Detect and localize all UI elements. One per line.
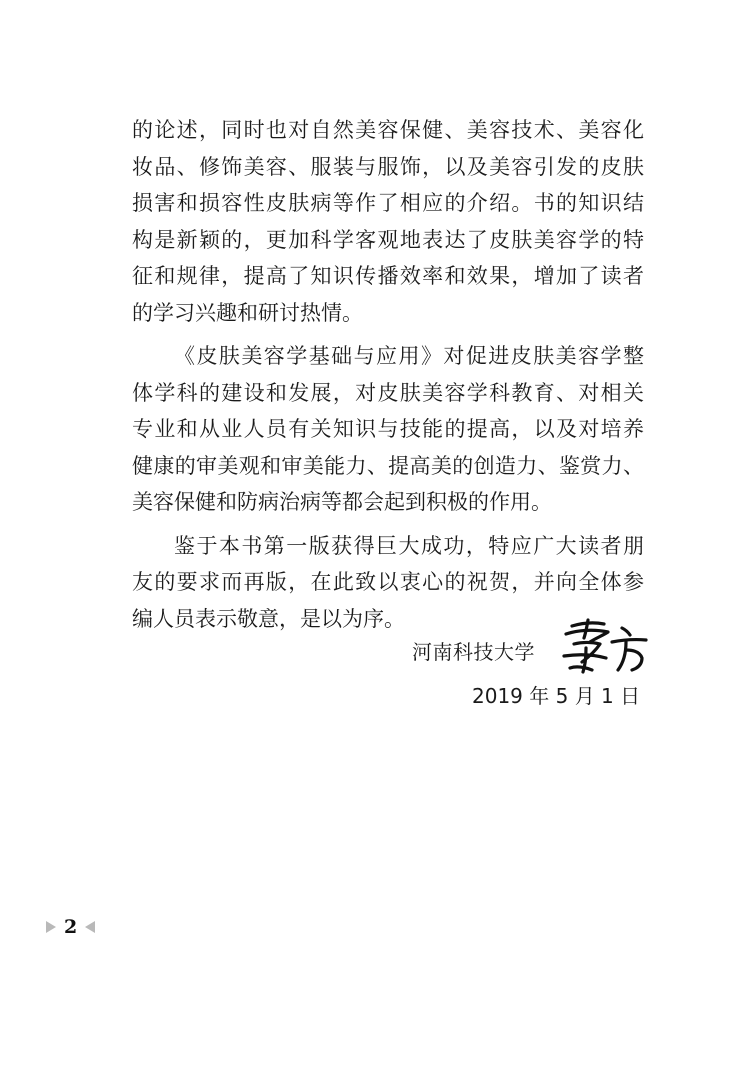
signature-date: 2019 年 5 月 1 日 xyxy=(472,684,641,708)
page-footer xyxy=(46,915,95,939)
text-line: 构是新颖的，更加科学客观地表达了皮肤美容学的特 xyxy=(132,227,644,252)
text-line: 鉴于本书第一版获得巨大成功，特应广大读者朋 xyxy=(174,533,644,558)
right-arrow-icon xyxy=(46,921,56,933)
paragraph-2 xyxy=(132,338,644,521)
handwritten-signature xyxy=(560,618,650,674)
text-line: 友的要求而再版，在此致以衷心的祝贺，并向全体参 xyxy=(132,570,644,594)
left-arrow-icon xyxy=(85,921,95,933)
text-line: 《皮肤美容学基础与应用》对促进皮肤美容学整 xyxy=(174,344,644,368)
text-line: 妆品、修饰美容、服装与服饰，以及美容引发的皮肤 xyxy=(132,154,644,179)
text-line: 专业和从业人员有关知识与技能的提高，以及对培养 xyxy=(132,417,644,441)
paragraph-1 xyxy=(132,112,644,331)
signature-block xyxy=(412,618,652,728)
text-line: 损害和损容性皮肤病等作了相应的介绍。书的知识结 xyxy=(132,191,644,215)
text-line: 编人员表示敬意，是以为序。 xyxy=(132,606,405,631)
text-line: 的论述，同时也对自然美容保健、美容技术、美容化 xyxy=(132,118,644,142)
text-line: 体学科的建设和发展，对皮肤美容学科教育、对相关 xyxy=(132,380,644,405)
page-number: 2 xyxy=(64,916,78,938)
text-line: 美容保健和防病治病等都会起到积极的作用。 xyxy=(132,490,552,514)
text-line: 的学习兴趣和研讨热情。 xyxy=(132,300,363,325)
organization-name: 河南科技大学 xyxy=(412,640,535,664)
text-line: 征和规律，提高了知识传播效率和效果，增加了读者 xyxy=(132,264,644,288)
text-line: 健康的审美观和审美能力、提高美的创造力、鉴赏力、 xyxy=(132,453,644,478)
preface-body xyxy=(132,112,644,637)
